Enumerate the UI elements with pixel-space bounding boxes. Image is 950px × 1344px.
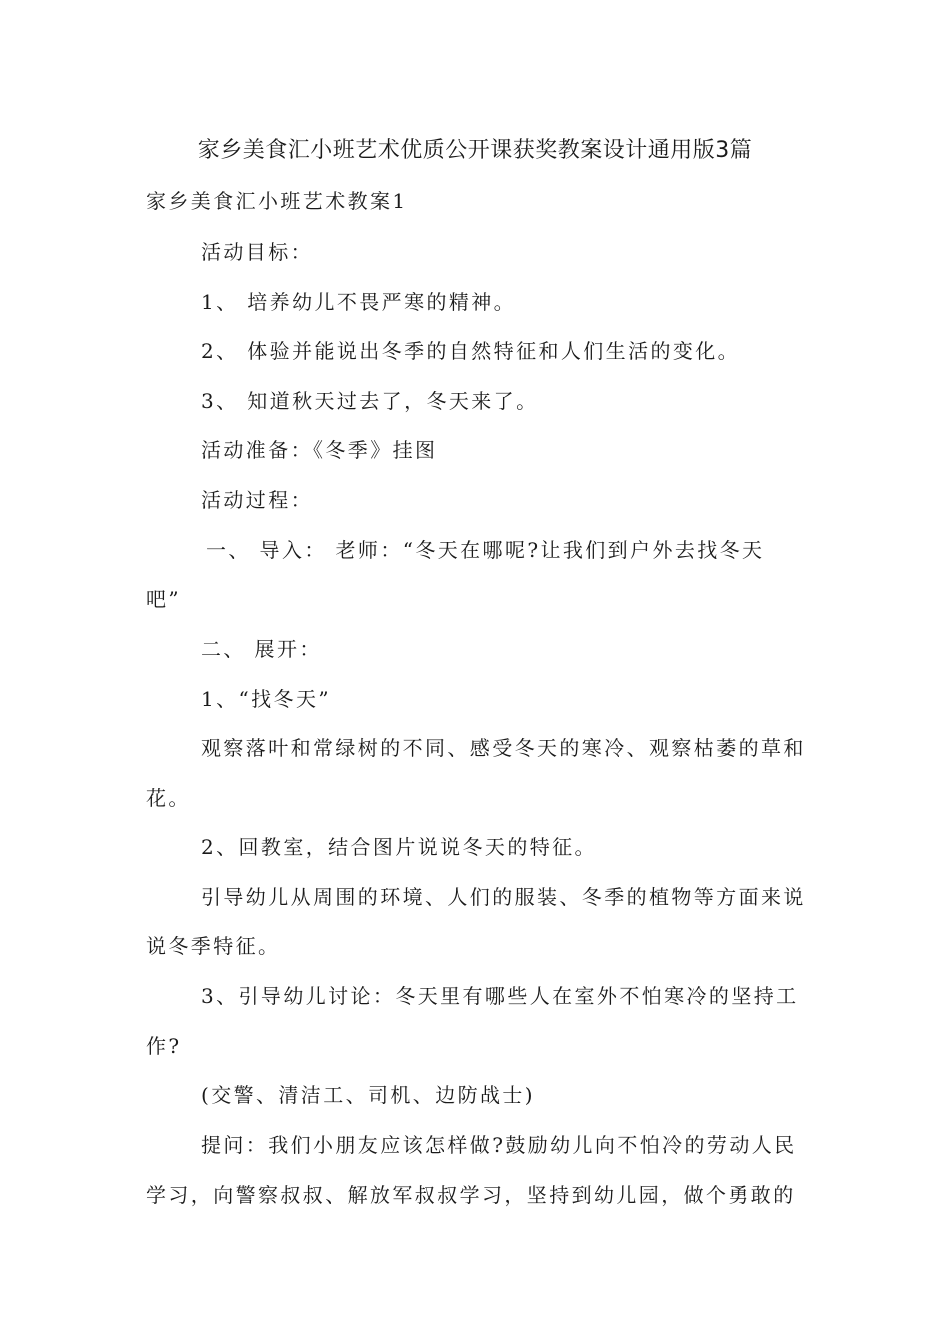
- paragraph-line: 观察落叶和常绿树的不同、感受冬天的寒冷、观察枯萎的草和: [201, 736, 806, 760]
- paragraph-line: 吧”: [146, 587, 182, 611]
- section-heading: 家乡美食汇小班艺术教案1: [146, 189, 408, 213]
- paragraph-line: 1、“找冬天”: [201, 687, 331, 711]
- paragraph-line: 引导幼儿从周围的环境、人们的服装、冬季的植物等方面来说: [201, 885, 806, 909]
- paragraph-line: 活动目标：: [201, 240, 313, 264]
- paragraph-line: 3、 知道秋天过去了，冬天来了。: [201, 389, 539, 413]
- paragraph-line: 1、 培养幼儿不畏严寒的精神。: [201, 290, 517, 314]
- paragraph-line: 2、 体验并能说出冬季的自然特征和人们生活的变化。: [201, 339, 741, 363]
- paragraph-line: 花。: [146, 786, 191, 810]
- paragraph-line: 提问：我们小朋友应该怎样做?鼓励幼儿向不怕冷的劳动人民: [201, 1133, 797, 1157]
- paragraph-line: 活动过程：: [201, 488, 313, 512]
- paragraph-line: 3、引导幼儿讨论：冬天里有哪些人在室外不怕寒冷的坚持工: [201, 984, 799, 1008]
- paragraph-line: 学习，向警察叔叔、解放军叔叔学习，坚持到幼儿园，做个勇敢的: [146, 1183, 796, 1207]
- paragraph-line: (交警、清洁工、司机、边防战士): [201, 1083, 536, 1107]
- paragraph-line: 说冬季特征。: [146, 934, 281, 958]
- paragraph-line: 2、回教室，结合图片说说冬天的特征。: [201, 835, 597, 859]
- paragraph-line: 作?: [146, 1034, 182, 1058]
- paragraph-line: 一、 导入： 老师：“冬天在哪呢?让我们到户外去找冬天: [206, 538, 765, 562]
- paragraph-line: 二、 展开：: [201, 637, 322, 661]
- document-title: 家乡美食汇小班艺术优质公开课获奖教案设计通用版3篇: [197, 138, 753, 163]
- paragraph-line: 活动准备：《冬季》挂图: [201, 438, 438, 462]
